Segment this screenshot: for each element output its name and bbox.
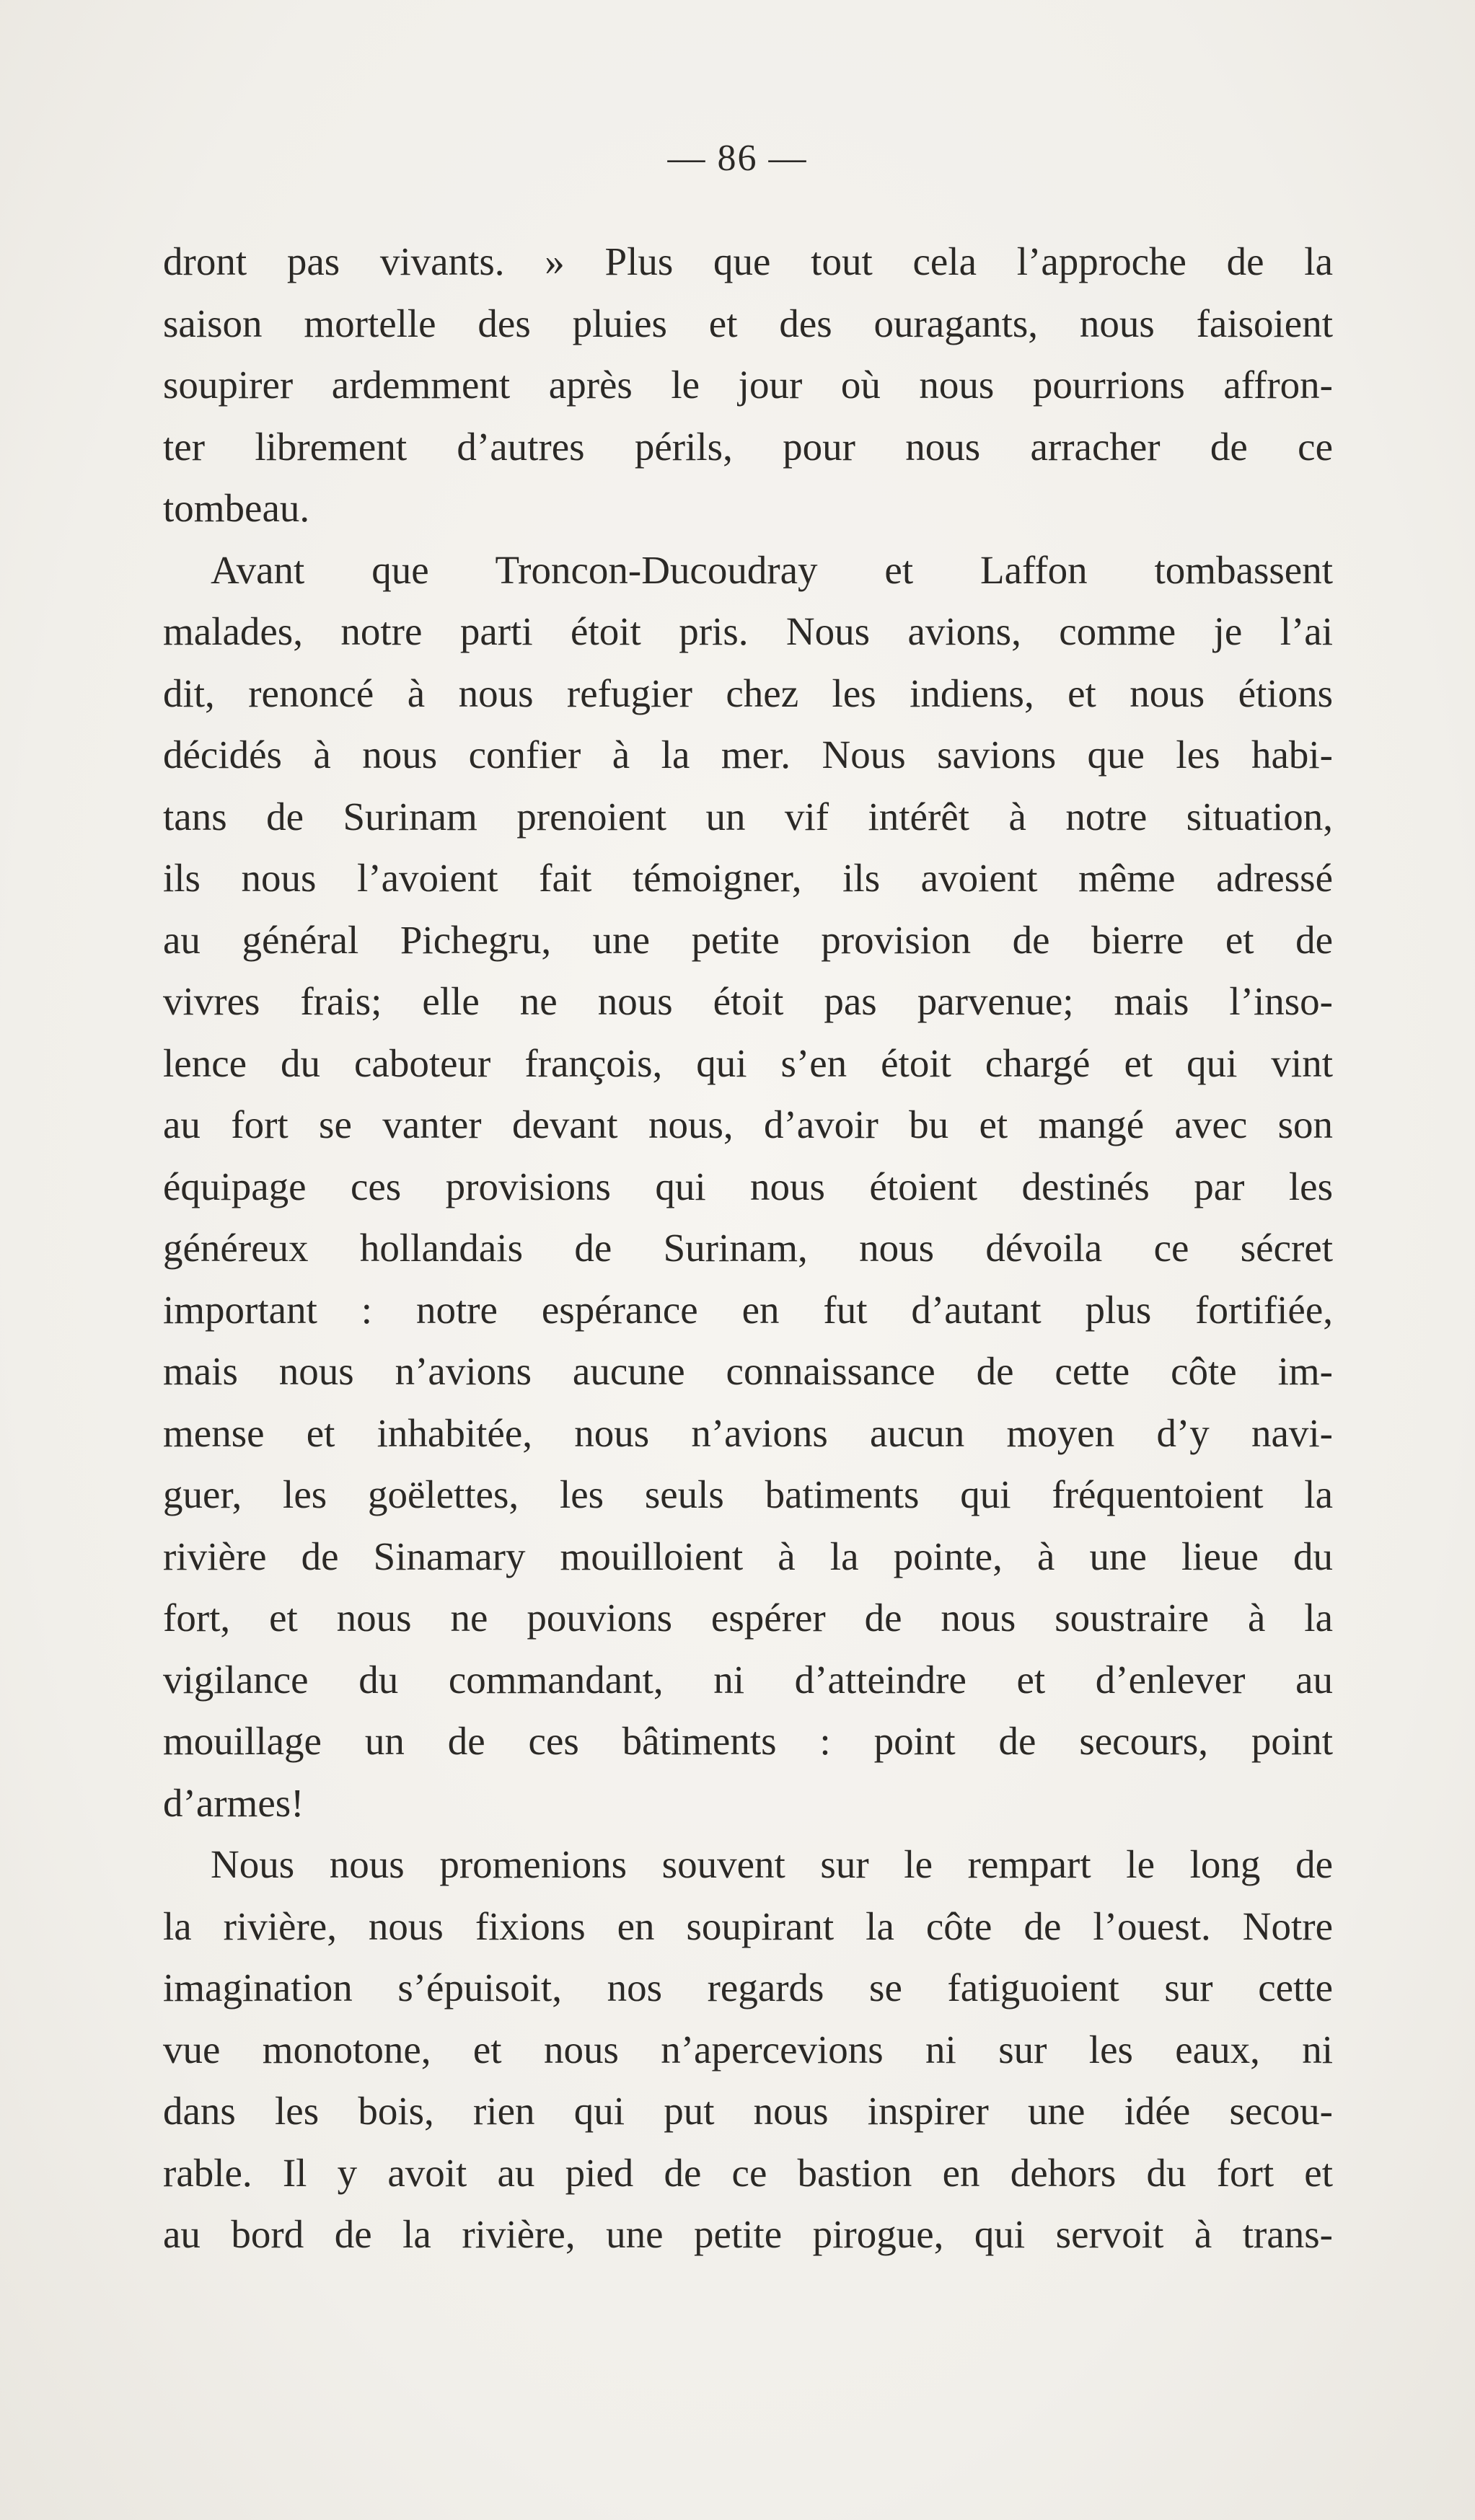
paragraph bbox=[163, 539, 1333, 1834]
page-number: — 86 — bbox=[667, 138, 808, 179]
text-line: saison mortelle des pluies et des ouragants, nous faisoient bbox=[163, 301, 1333, 345]
text-line: Nous nous promenions souvent sur le rempart le long de bbox=[211, 1842, 1333, 1886]
text-line: vue monotone, et nous n’apercevions ni sur les eaux, ni bbox=[163, 2027, 1333, 2072]
body-text bbox=[163, 231, 1333, 2265]
text-line: tans de Surinam prenoient un vif intérêt à notre situation, bbox=[163, 794, 1333, 839]
text-line: dront pas vivants. » Plus que tout cela l’approche de la bbox=[163, 239, 1333, 283]
text-line: au bord de la rivière, une petite pirogue, qui servoit à trans- bbox=[163, 2212, 1333, 2256]
text-line: mense et inhabitée, nous n’avions aucun moyen d’y navi- bbox=[163, 1410, 1333, 1455]
text-line: mouillage un de ces bâtiments : point de secours, point bbox=[163, 1719, 1333, 1763]
text-line: imagination s’épuisoit, nos regards se fatiguoient sur cette bbox=[163, 1966, 1333, 2010]
text-line: Avant que Troncon-Ducoudray et Laffon tombassent bbox=[211, 547, 1333, 592]
text-line: rivière de Sinamary mouilloient à la pointe, à une lieue du bbox=[163, 1534, 1333, 1578]
text-line: au général Pichegru, une petite provision de bierre et de bbox=[163, 917, 1333, 962]
text-line: vigilance du commandant, ni d’atteindre et d’enlever au bbox=[163, 1657, 1333, 1702]
text-line: ils nous l’avoient fait témoigner, ils avoient même adressé bbox=[163, 856, 1333, 900]
text-line: lence du caboteur françois, qui s’en étoit chargé et qui vint bbox=[163, 1040, 1333, 1085]
text-line: soupirer ardemment après le jour où nous pourrions affron- bbox=[163, 363, 1333, 407]
text-line: dit, renoncé à nous refugier chez les indiens, et nous étions bbox=[163, 671, 1333, 715]
text-line: généreux hollandais de Surinam, nous dévoila ce sécret bbox=[163, 1226, 1333, 1270]
text-line: guer, les goëlettes, les seuls batiments qui fréquentoient la bbox=[163, 1472, 1333, 1516]
text-line: d’armes! bbox=[163, 1780, 304, 1825]
text-line: équipage ces provisions qui nous étoient destinés par les bbox=[163, 1164, 1333, 1208]
text-line: la rivière, nous fixions en soupirant la côte de l’ouest. Notre bbox=[163, 1904, 1333, 1948]
text-line: tombeau. bbox=[163, 486, 310, 530]
paragraph bbox=[163, 231, 1333, 539]
text-line: malades, notre parti étoit pris. Nous avions, comme je l’ai bbox=[163, 609, 1333, 653]
text-line: décidés à nous confier à la mer. Nous savions que les habi- bbox=[163, 733, 1333, 777]
paragraph bbox=[163, 1834, 1333, 2265]
text-line: important : notre espérance en fut d’autant plus fortifiée, bbox=[163, 1287, 1333, 1332]
text-line: ter librement d’autres périls, pour nous arracher de ce bbox=[163, 424, 1333, 469]
text-line: mais nous n’avions aucune connaissance de cette côte im- bbox=[163, 1349, 1333, 1393]
text-line: fort, et nous ne pouvions espérer de nous soustraire à la bbox=[163, 1596, 1333, 1640]
text-line: au fort se vanter devant nous, d’avoir bu et mangé avec son bbox=[163, 1102, 1333, 1146]
text-line: rable. Il y avoit au pied de ce bastion en dehors du fort et bbox=[163, 2150, 1333, 2195]
text-line: vivres frais; elle ne nous étoit pas parvenue; mais l’inso- bbox=[163, 979, 1333, 1023]
text-line: dans les bois, rien qui put nous inspirer une idée secou- bbox=[163, 2089, 1333, 2133]
